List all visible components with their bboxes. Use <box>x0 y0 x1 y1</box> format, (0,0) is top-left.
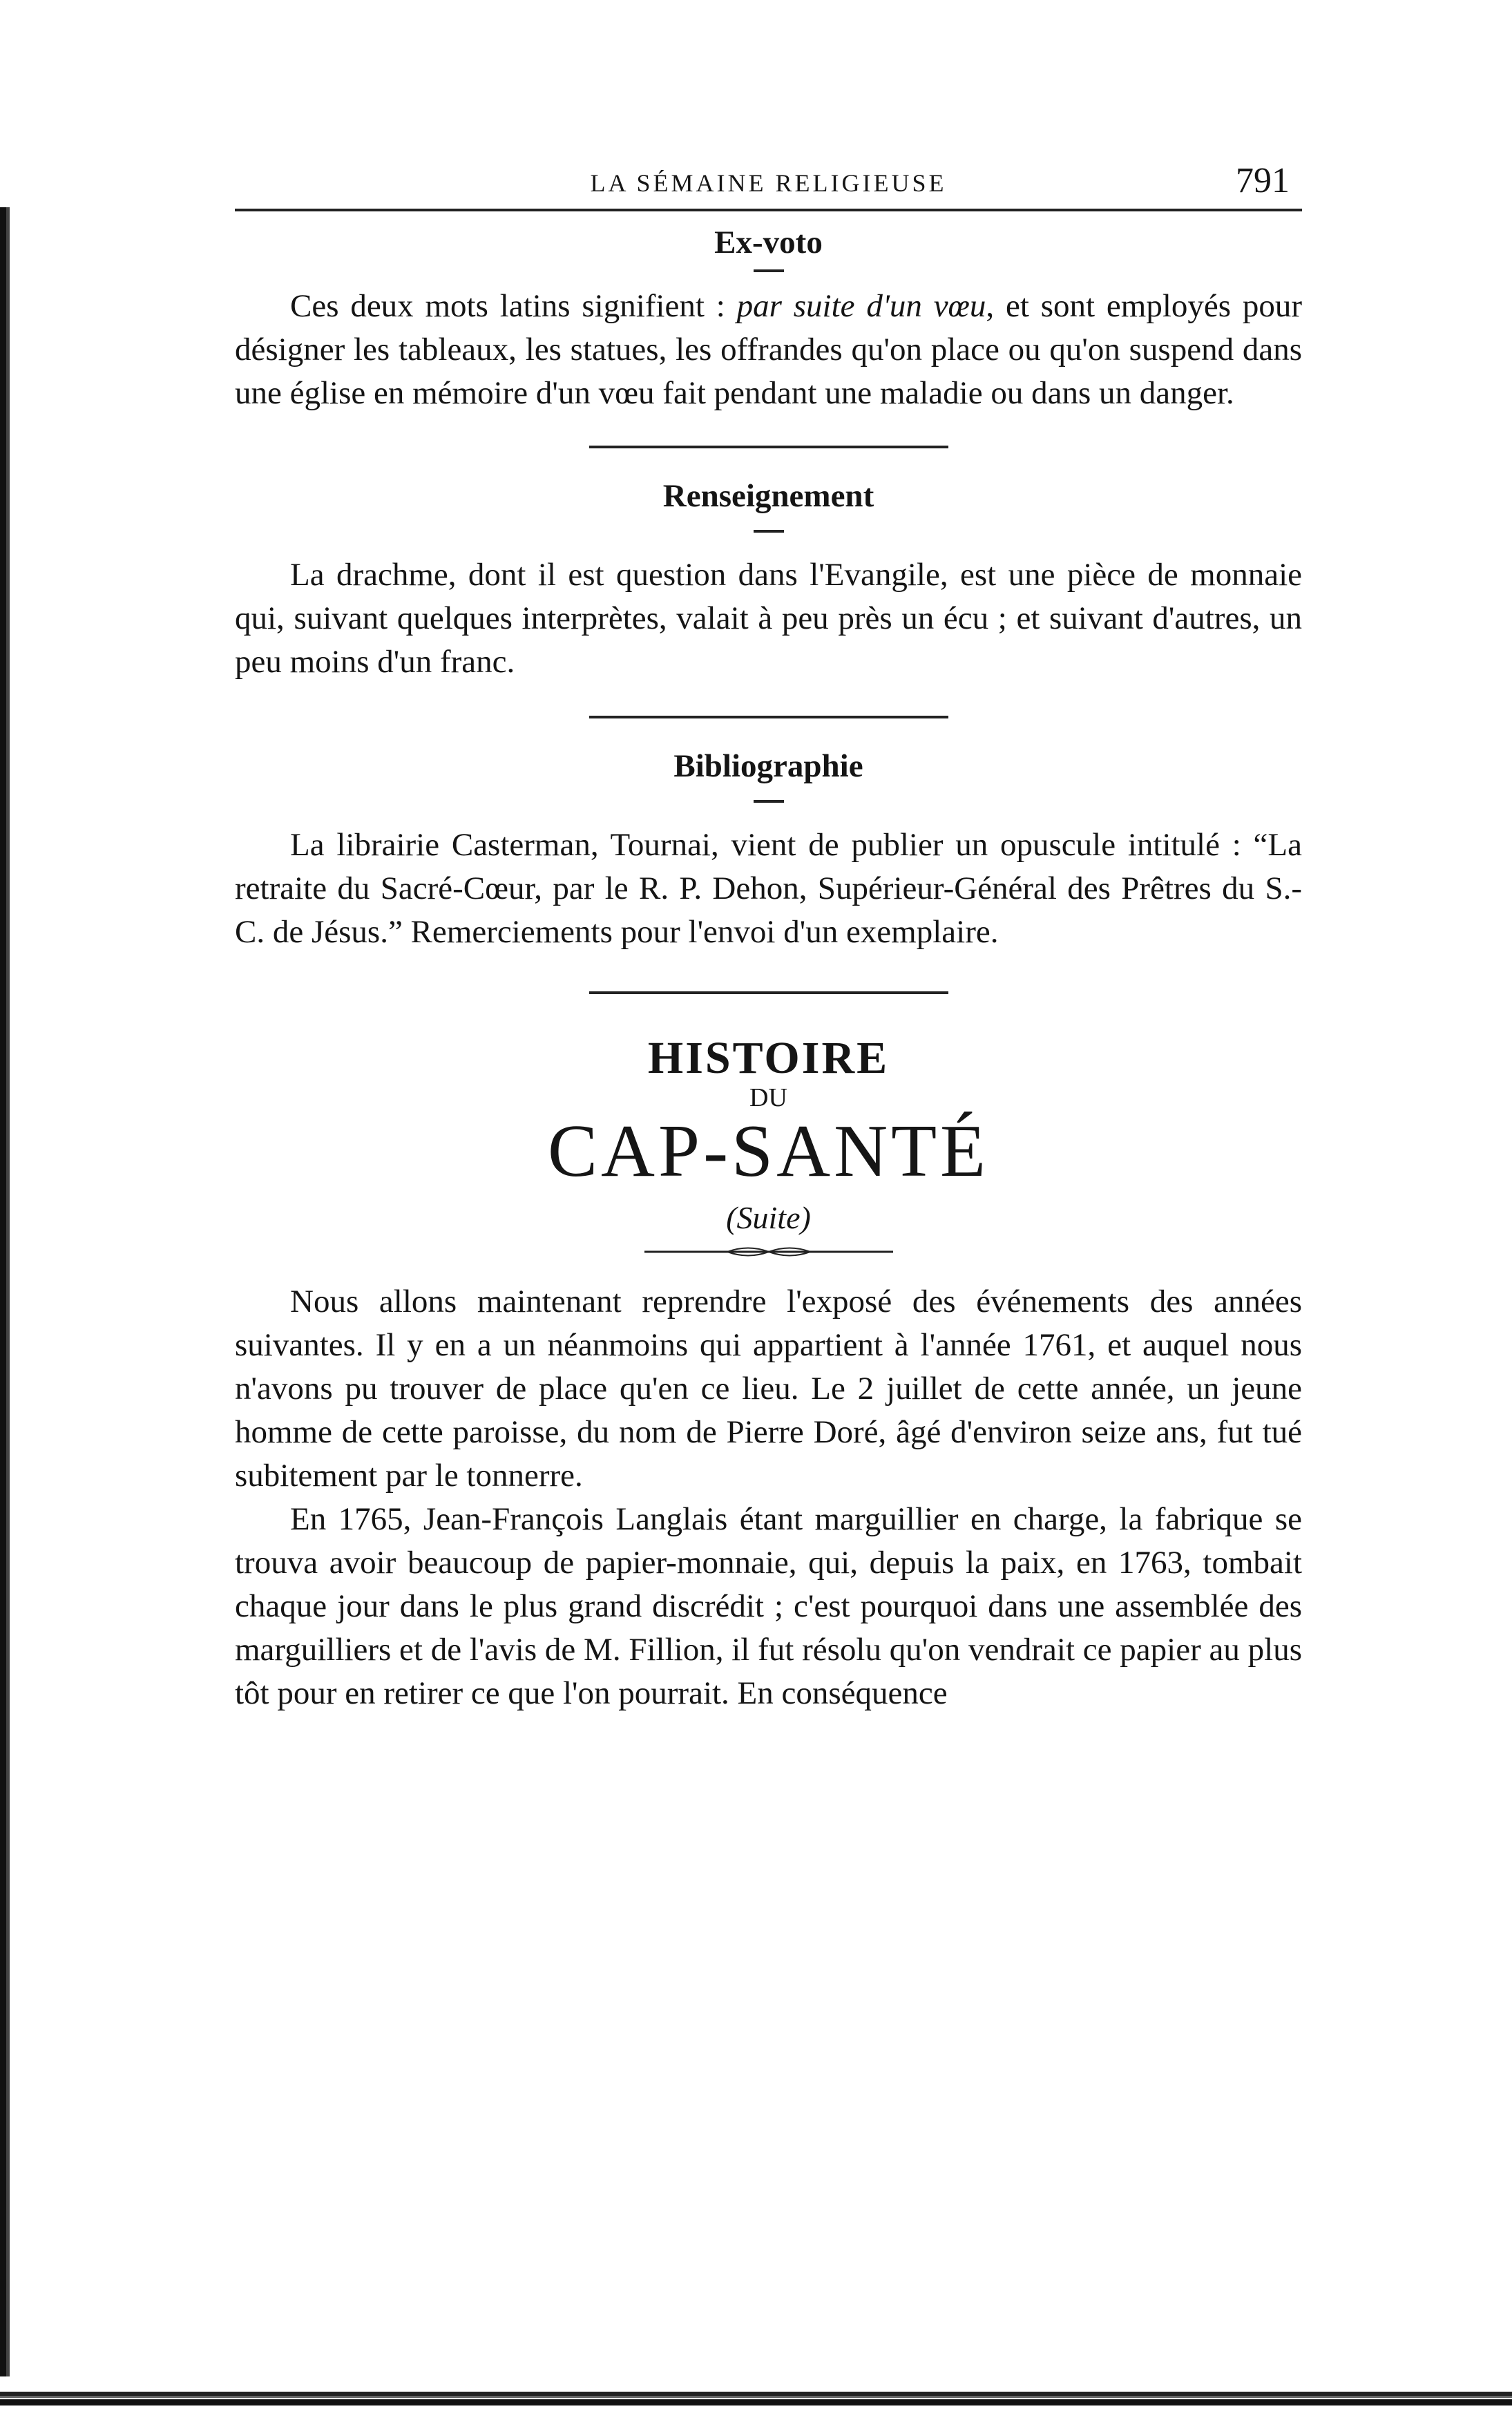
article-continued: (Suite) <box>726 1200 811 1235</box>
section-separator <box>589 446 948 448</box>
page-binding-shadow <box>0 207 10 2376</box>
article-title-line1: HISTOIRE <box>647 1033 890 1083</box>
running-title: LA SÉMAINE RELIGIEUSE <box>590 169 947 197</box>
exvoto-text-after: , et sont employés pour désigner les tableaux, les statues, les offrandes qu'on place ou qu'on suspend dans une église en mémoire d'un vœu fait pendant une maladie ou dans un danger. <box>235 288 1303 411</box>
bibliographie-title: Bibliographie <box>673 748 863 784</box>
exvoto-title: Ex-voto <box>714 225 823 260</box>
article-title-line2: DU <box>749 1083 787 1112</box>
bibliographie-paragraph: La librairie Casterman, Tournai, vient de publier un opuscule intitulé : “La retraite du Sacré-Cœur, par le R. P. Dehon, Supérieur-Général des Prêtres du S.-C. de Jésus.” Remerciements pour l'envoi d'un exemplaire. <box>235 827 1302 950</box>
running-head <box>235 152 1302 209</box>
article-title-line3: CAP-SANTÉ <box>547 1110 990 1192</box>
section-separator <box>589 716 948 718</box>
exvoto-paragraph <box>235 285 1302 415</box>
page-bottom-edge <box>0 2392 1512 2405</box>
ornament-rule <box>644 1244 893 1259</box>
header-rule <box>235 209 1302 211</box>
renseignement-paragraph: La drachme, dont il est question dans l'Evangile, est une pièce de monnaie qui, suivant quelques interprètes, valait à peu près un écu ; et suivant d'autres, un peu moins d'un franc. <box>235 557 1302 680</box>
exvoto-text-before: Ces deux mots latins signifient : <box>290 288 737 324</box>
page <box>235 152 1302 1715</box>
exvoto-text-italic: par suite d'un vœu <box>736 288 986 324</box>
page-number: 791 <box>1236 161 1290 200</box>
section-separator <box>589 991 948 994</box>
exvoto-dash <box>754 269 784 272</box>
renseignement-title: Renseignement <box>662 478 874 514</box>
article-heading <box>235 1034 1302 1259</box>
article-paragraph-1: Nous allons maintenant reprendre l'exposé des événements des années suivantes. Il y en a un néanmoins qui appartient à l'année 1761, et auquel nous n'avons pu trouver de place qu'en ce lieu. Le 2 juillet de cette année, un jeune homme de cette paroisse, du nom de Pierre Doré, âgé d'environ seize ans, fut tué subitement par le tonnerre. <box>235 1284 1302 1494</box>
article-paragraph-2: En 1765, Jean-François Langlais étant marguillier en charge, la fabrique se trouva avoir beaucoup de papier-monnaie, qui, depuis la paix, en 1763, tombait chaque jour dans le plus grand discrédit ; c'est pourquoi dans une assemblée des marguilliers et de l'avis de M. Fillion, il fut résolu qu'on vendrait ce papier au plus tôt pour en retirer ce que l'on pourrait. En conséquence <box>235 1501 1302 1711</box>
bibliographie-dash <box>754 800 784 803</box>
renseignement-dash <box>754 530 784 533</box>
